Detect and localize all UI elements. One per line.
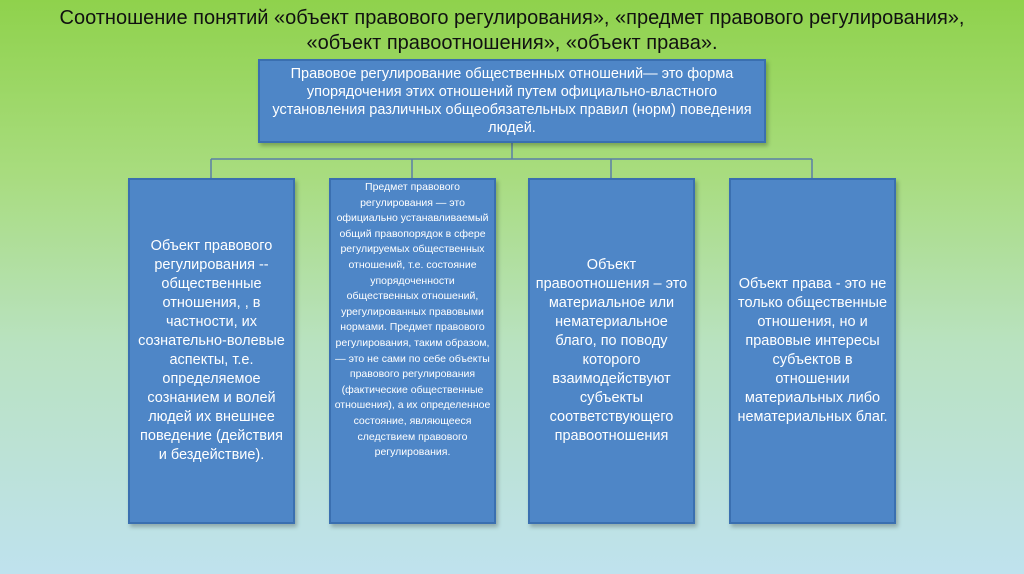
definition-text: Правовое регулирование общественных отношений— это форма упорядочения этих отношений путем официально-властного установления различных общеобязательных правил (норм) поведения людей.	[272, 66, 752, 136]
subject-legal-regulation-box	[329, 178, 496, 524]
object-of-law-box	[729, 178, 896, 524]
subject-legal-regulation-text: Предмет правового регулирования — это официально устанавливаемый общий правопорядок в сфере регулируемых общественных отношений, т.е. состояние упорядоченности общественных отношений, урегулированных правовыми нормами. Предмет правового регулирования, таким образом, — это не сами по себе объекты правового регулирования (фактические общественные отношения), а их определенное состояние, являющееся следствием правового регулирования.	[334, 181, 491, 459]
object-legal-relationship-box	[528, 178, 695, 524]
object-legal-relationship-text: Объект правоотношения – это материальное или нематериальное благо, по поводу которого взаимодействуют субъекты соответствующего правоотношения	[535, 257, 688, 444]
object-legal-regulation-text: Объект правового регулирования -- общественные отношения, , в частности, их сознательно-волевые аспекты, т.е. определяемое сознанием и волей людей их внешнее поведение (действия и бездействие).	[138, 238, 285, 463]
object-of-law-text: Объект права - это не только общественные отношения, но и правовые интересы субъектов в отношении материальных либо нематериальных благ.	[737, 276, 888, 425]
object-legal-regulation-box	[128, 178, 295, 524]
definition-box	[258, 59, 766, 143]
slide-title: Соотношение понятий «объект правового регулирования», «предмет правового регулирования», «объект правоотношения», «объект права».	[59, 7, 965, 54]
